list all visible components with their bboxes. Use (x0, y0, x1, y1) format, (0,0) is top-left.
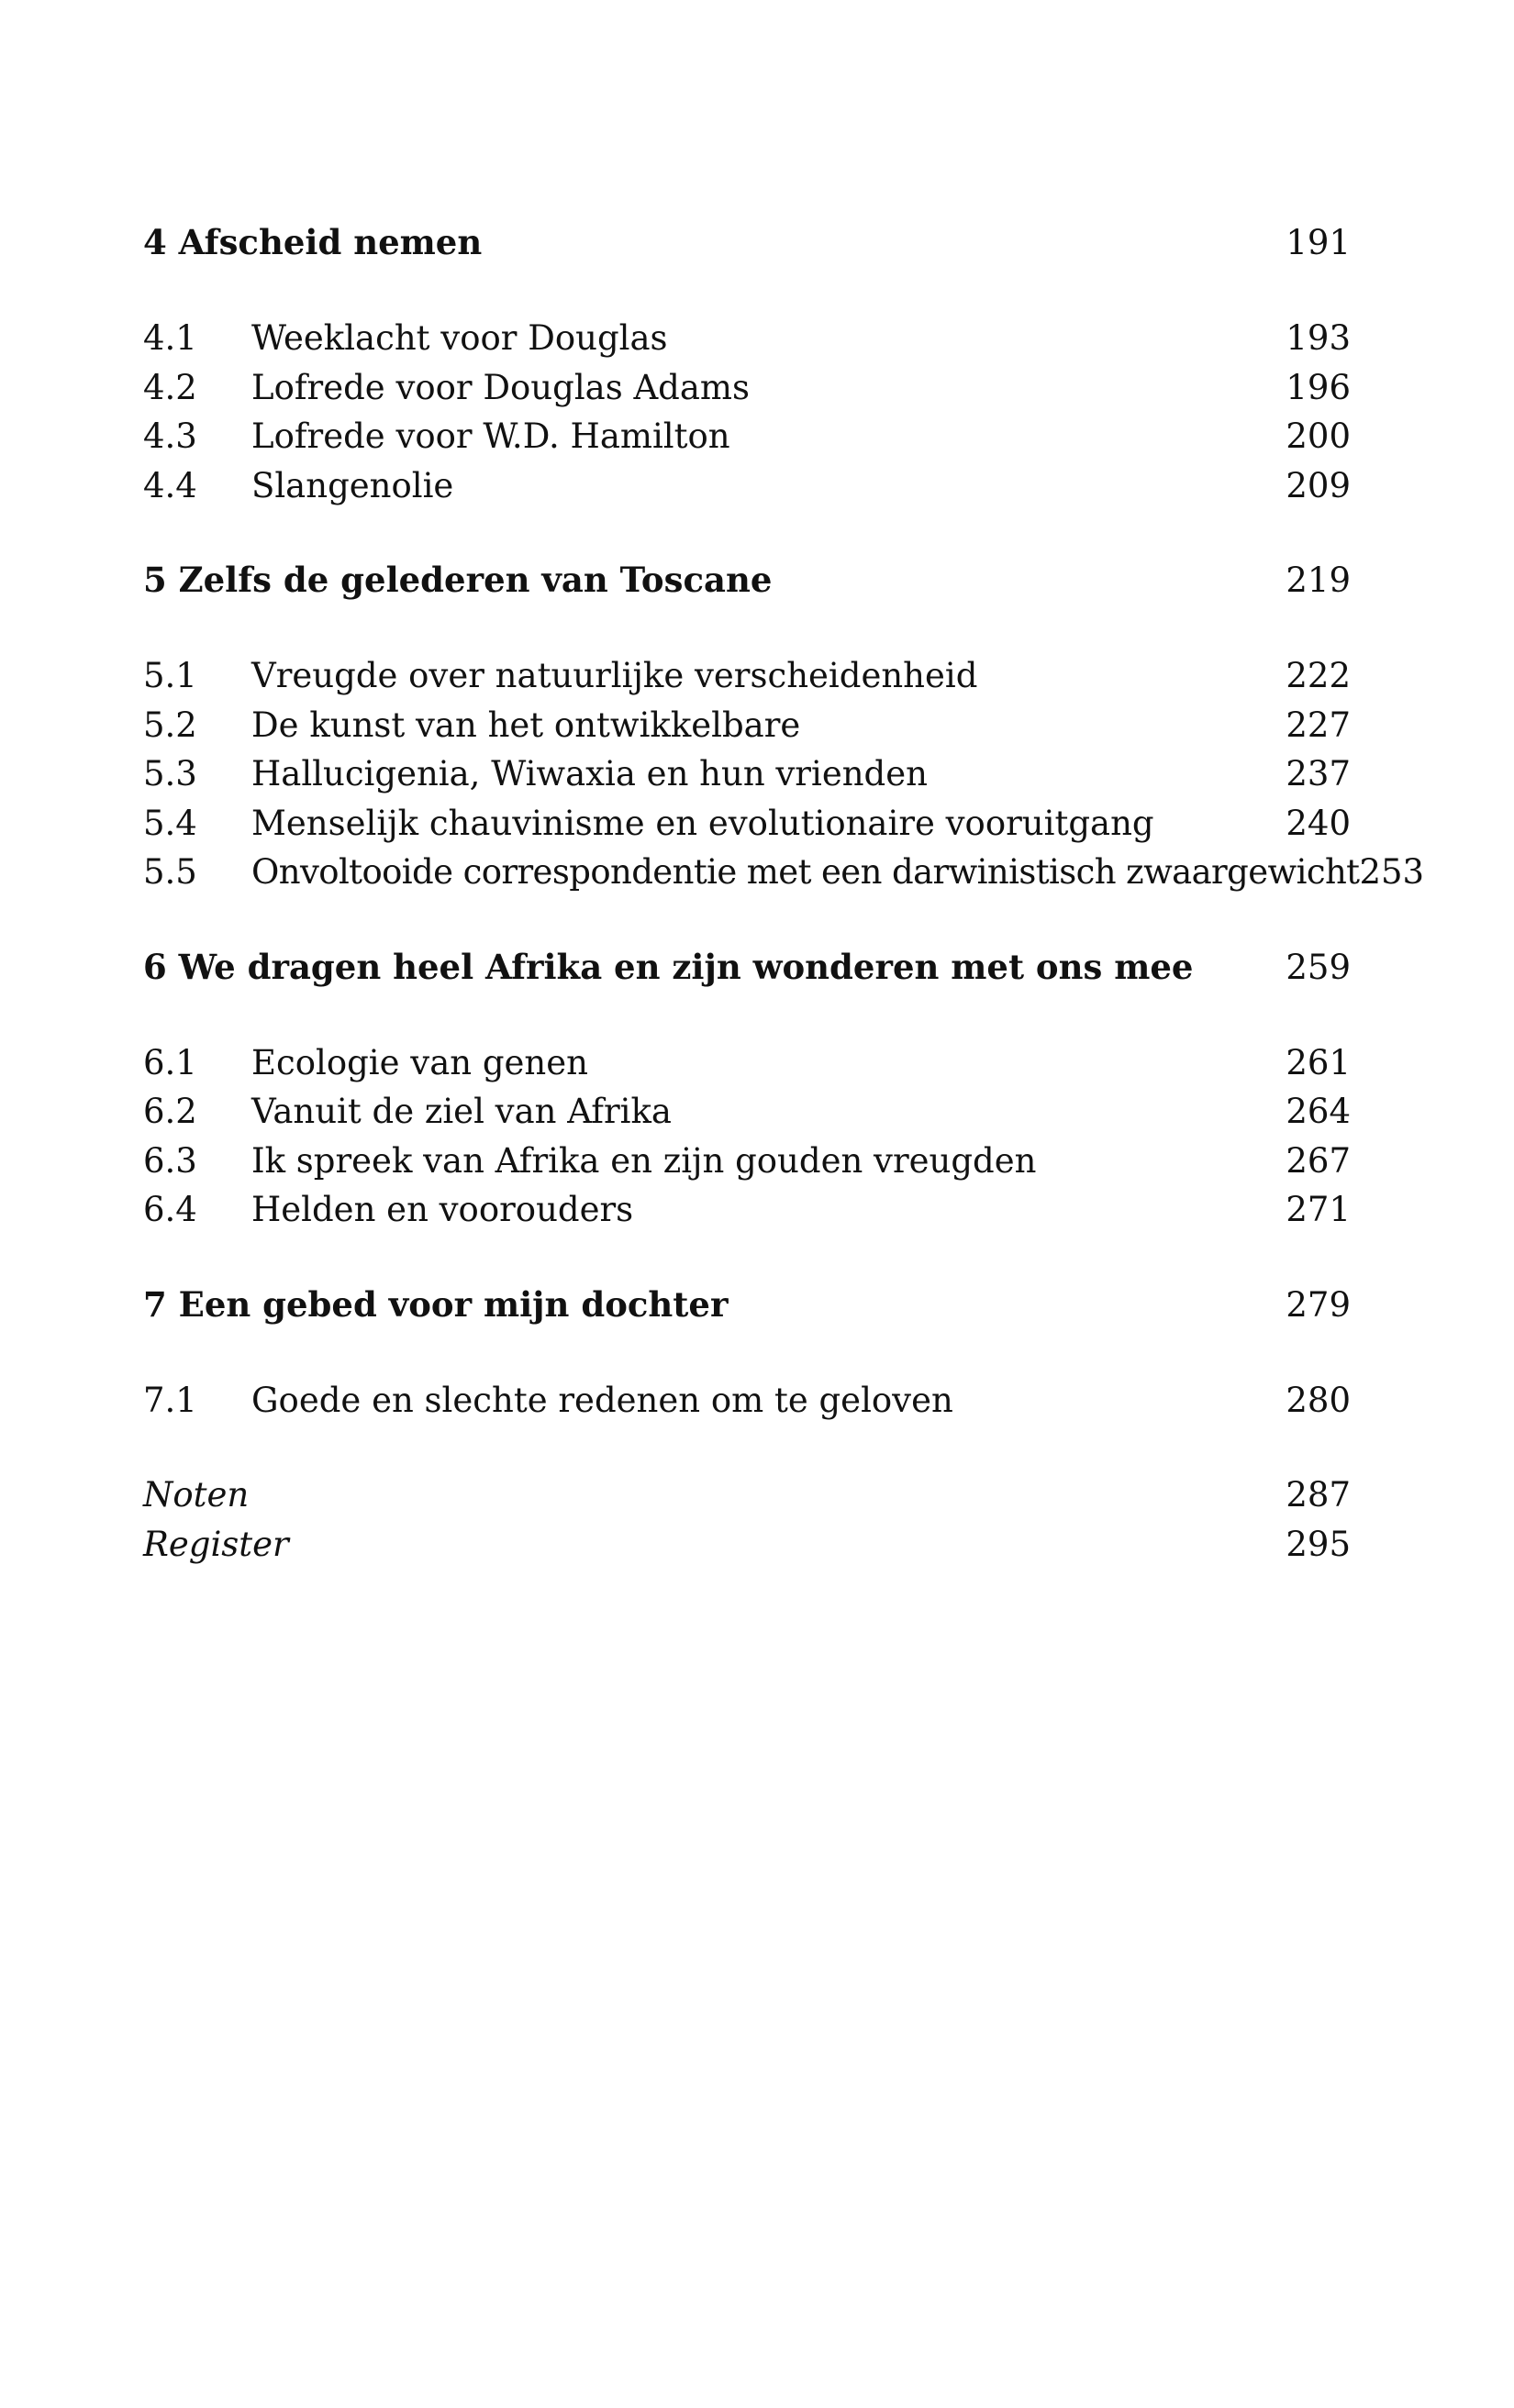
toc-entry[interactable] (143, 412, 1351, 461)
section-page-number: 240 (1286, 803, 1351, 843)
section-number: 7.1 (143, 1380, 197, 1420)
section-title: Hallucigenia, Wiwaxia en hun vrienden (251, 754, 928, 793)
section-title: Lofrede voor W.D. Hamilton (251, 416, 730, 456)
table-of-contents (143, 218, 1425, 1569)
section-title: Goede en slechte redenen om te geloven (251, 1380, 953, 1420)
section-page-number: 267 (1286, 1140, 1351, 1181)
chapter-heading[interactable] (143, 1281, 1351, 1328)
appendix-title: Noten (143, 1475, 250, 1515)
section-page-number: 196 (1286, 367, 1351, 407)
section-number: 4.4 (143, 465, 197, 505)
section-number: 4.2 (143, 367, 197, 407)
section-page-number: 222 (1286, 656, 1351, 695)
toc-entry[interactable] (143, 461, 1351, 511)
section-title: Helden en voorouders (251, 1190, 634, 1229)
appendix-title: Register (143, 1524, 289, 1564)
chapter-page-number: 191 (1286, 223, 1351, 262)
chapter-heading[interactable] (143, 943, 1351, 991)
toc-entry[interactable] (143, 314, 1351, 363)
appendix-page-number: 287 (1286, 1475, 1351, 1515)
chapter-title: 5 Zelfs de gelederen van Toscane (143, 560, 773, 600)
chapter-4 (143, 218, 1351, 510)
appendices (143, 1470, 1351, 1569)
section-title: Vreugde over natuurlijke verscheidenheid (251, 656, 978, 695)
section-title: Lofrede voor Douglas Adams (251, 367, 751, 407)
section-title: De kunst van het ontwikkelbare (251, 705, 801, 745)
section-number: 6.2 (143, 1092, 197, 1131)
section-number: 5.4 (143, 803, 197, 843)
chapter-6 (143, 943, 1351, 1235)
section-page-number: 237 (1286, 754, 1351, 793)
section-number: 6.3 (143, 1140, 197, 1181)
toc-entry[interactable] (143, 1376, 1351, 1426)
toc-entry[interactable] (143, 651, 1351, 701)
section-number: 5.1 (143, 656, 197, 695)
toc-entry[interactable] (143, 799, 1351, 849)
toc-entry[interactable] (143, 1137, 1351, 1186)
chapter-page-number: 219 (1286, 560, 1351, 600)
chapter-page-number: 279 (1286, 1284, 1351, 1325)
chapter-heading[interactable] (143, 556, 1351, 604)
chapter-title: 7 Een gebed voor mijn dochter (143, 1283, 729, 1325)
toc-entry[interactable] (143, 848, 1425, 897)
section-number: 5.5 (143, 852, 197, 892)
appendix-page-number: 295 (1286, 1524, 1351, 1564)
section-number: 4.3 (143, 416, 197, 456)
section-page-number: 209 (1286, 465, 1351, 505)
section-number: 4.1 (143, 318, 197, 358)
chapter-page-number: 259 (1286, 947, 1351, 987)
chapter-7 (143, 1281, 1351, 1426)
chapter-5 (143, 556, 1425, 897)
toc-entry[interactable] (143, 701, 1351, 750)
section-title: Ecologie van genen (251, 1042, 588, 1082)
section-number: 5.3 (143, 754, 197, 793)
section-page-number: 261 (1286, 1042, 1351, 1082)
section-page-number: 200 (1286, 416, 1351, 456)
section-title: Vanuit de ziel van Afrika (251, 1092, 672, 1131)
chapter-title: 4 Afscheid nemen (143, 222, 483, 262)
section-page-number: 280 (1286, 1380, 1351, 1420)
toc-entry[interactable] (143, 363, 1351, 413)
toc-entry[interactable] (143, 1087, 1351, 1137)
section-page-number: 227 (1286, 705, 1351, 745)
section-page-number: 193 (1286, 318, 1351, 358)
chapter-title: 6 We dragen heel Afrika en zijn wonderen met ons mee (143, 946, 1194, 987)
section-title: Menselijk chauvinisme en evolutionaire vooruitgang (251, 803, 1154, 843)
section-title: Weeklacht voor Douglas (251, 318, 668, 358)
section-number: 6.1 (143, 1042, 197, 1082)
appendix-entry-notes[interactable] (143, 1470, 1351, 1520)
appendix-entry-register[interactable] (143, 1520, 1351, 1570)
section-title: Onvoltooide correspondentie met een darwinistisch zwaargewicht (251, 852, 1360, 892)
section-page-number: 264 (1286, 1092, 1351, 1131)
chapter-heading[interactable] (143, 218, 1351, 266)
section-number: 6.4 (143, 1190, 197, 1229)
toc-entry[interactable] (143, 1038, 1351, 1088)
section-page-number: 253 (1359, 852, 1425, 892)
section-page-number: 271 (1286, 1190, 1351, 1229)
toc-entry[interactable] (143, 1185, 1351, 1235)
toc-entry[interactable] (143, 749, 1351, 799)
section-title: Ik spreek van Afrika en zijn gouden vreugden (251, 1140, 1037, 1181)
section-title: Slangenolie (251, 465, 454, 505)
section-number: 5.2 (143, 705, 197, 745)
